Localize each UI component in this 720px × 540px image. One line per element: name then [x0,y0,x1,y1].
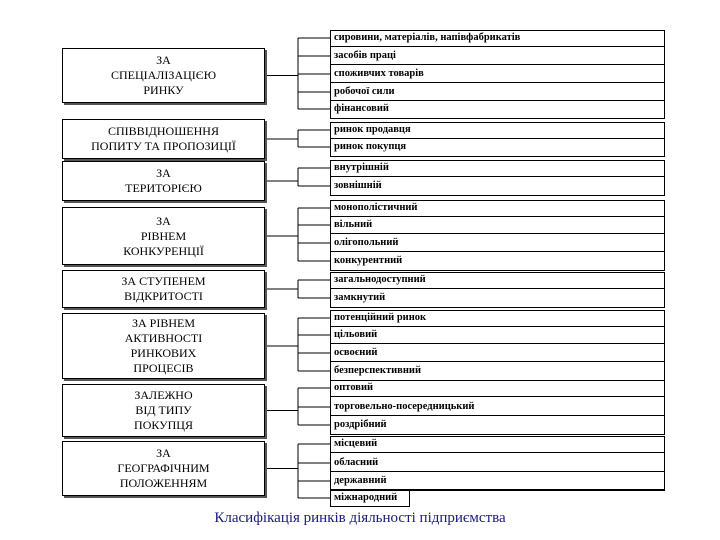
category-box [62,270,265,308]
category-box [62,207,265,265]
option-item: зовнішній [334,180,382,191]
option-item: монополістичний [330,200,665,217]
category-label: ЗА ТЕРИТОРІЄЮ [125,166,202,195]
option-item: загальнодоступний [330,272,665,289]
category-label: ЗА РІВНЕМ АКТИВНОСТІ РИНКОВИХ ПРОЦЕСІВ [124,316,203,375]
option-item: місцевий [330,436,665,453]
category-box [62,161,265,201]
option-item: державний [330,473,665,490]
option-item: міжнародний [330,490,410,507]
category-label: ЗА РІВНЕМ КОНКУРЕНЦІЇ [123,213,204,258]
category-label: ЗА СТУПЕНЕМ ВІДКРИТОСТІ [121,274,206,303]
option-item: замкнутий [334,292,386,303]
option-item: ринок покупця [334,141,407,152]
category-box [62,48,265,103]
option-item: потенційний ринок [330,310,665,327]
option-item: оптовий [330,380,665,397]
option-item: споживчих товарів [330,66,665,83]
option-item: освоєний [330,345,665,362]
category-box [62,384,265,437]
category-label: ЗАЛЕЖНО ВІД ТИПУ ПОКУПЦЯ [134,388,193,432]
option-item: ринок продавця [330,122,665,139]
option-item: внутрішній [330,160,665,177]
option-item: конкурентний [334,255,403,266]
option-item: засобів праці [330,48,665,65]
category-label: СПІВВІДНОШЕННЯ ПОПИТУ ТА ПРОПОЗИЦІЇ [91,124,236,153]
option-item: сировини, матеріалів, напівфабрикатів [330,30,665,47]
option-item: робочої сили [330,84,665,101]
option-item: безперспективний [334,365,421,376]
category-label: ЗА ГЕОГРАФІЧНИМ ПОЛОЖЕННЯМ [117,446,210,490]
option-item: цільовий [330,327,665,344]
category-box [62,441,265,496]
option-item: обласний [330,455,665,472]
category-box [62,313,265,379]
option-item: олігопольний [330,235,665,252]
option-item: роздрібний [334,419,387,430]
option-item: торговельно-посередницький [330,399,665,416]
option-item: вільний [330,217,665,234]
option-item: фінансовий [334,103,389,114]
category-box [62,119,265,159]
category-label: ЗА СПЕЦІАЛІЗАЦІЄЮ РИНКУ [110,53,217,97]
diagram-caption: Класифікація ринків діяльності підприємства [214,510,506,526]
